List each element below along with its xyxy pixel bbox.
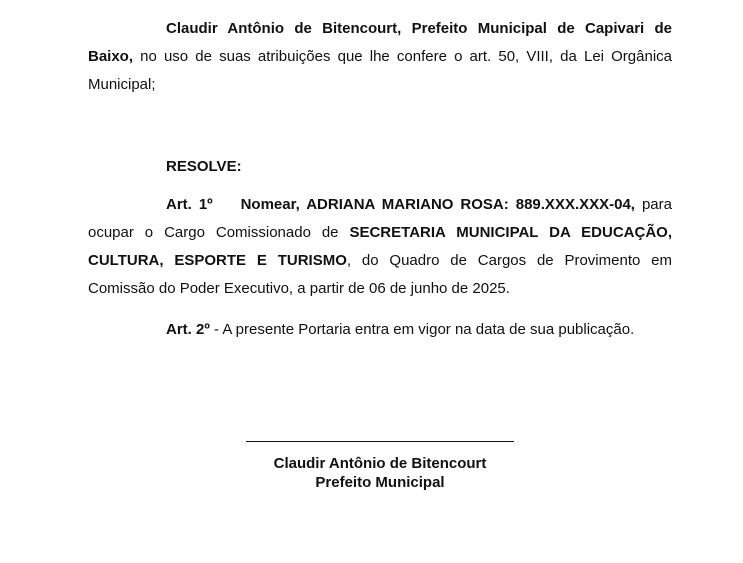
article-1-label: Art. 1º <box>166 196 213 213</box>
article-2-paragraph <box>88 316 672 344</box>
resolve-heading: RESOLVE: <box>166 158 242 175</box>
article-1-text-b: , do Quadro de Cargos de Provimento em Comissão do Poder Executivo, a partir de 06 de junho de 2025. <box>88 252 672 297</box>
signatory-role: Prefeito Municipal <box>315 474 445 491</box>
article-1-paragraph <box>88 191 672 303</box>
article-1-text-a: para ocupar o Cargo Comissionado de <box>88 196 672 241</box>
article-2-label: Art. 2º <box>166 321 210 338</box>
signature-block <box>180 454 580 492</box>
article-1-position: SECRETARIA MUNICIPAL DA EDUCAÇÃO, CULTURA, ESPORTE E TURISMO <box>88 224 672 269</box>
signature-line <box>246 441 514 442</box>
article-2-text: - A presente Portaria entra em vigor na data de sua publicação. <box>209 321 635 338</box>
article-1-nomination: Nomear, ADRIANA MARIANO ROSA: 889.XXX.XXX-04, <box>240 196 635 213</box>
intro-paragraph <box>88 15 672 99</box>
mayor-name-heading: Claudir Antônio de Bitencourt, Prefeito Municipal de Capivari de Baixo, <box>88 20 672 65</box>
signatory-name: Claudir Antônio de Bitencourt <box>273 455 487 472</box>
intro-text: no uso de suas atribuições que lhe confere o art. 50, VIII, da Lei Orgânica Municipal; <box>88 48 672 93</box>
